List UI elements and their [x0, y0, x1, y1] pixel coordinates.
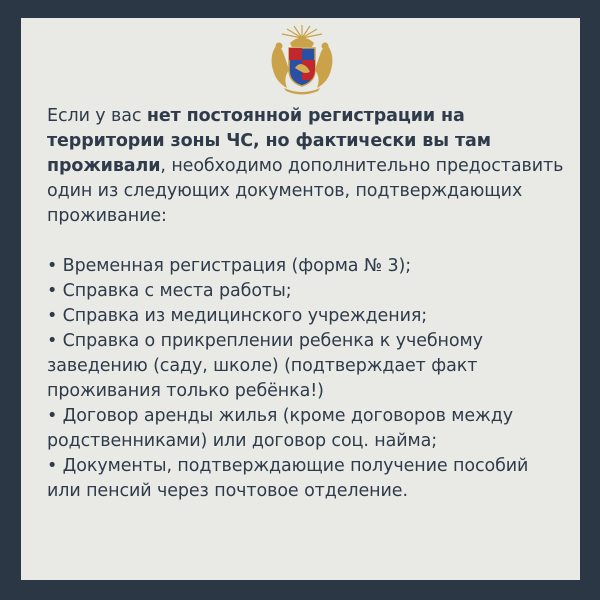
intro-suffix: , необходимо дополнительно предоставить один из следующих документов, подтверждающих проживание: — [47, 156, 564, 226]
document-text — [47, 104, 567, 504]
list-item: • Договор аренды жилья (кроме договоров между родственниками) или договор соц. найма; — [47, 406, 513, 451]
list-item: • Справка о прикреплении ребенка к учебному заведению (саду, школе) (подтверждает факт проживания только ребёнка!) — [47, 331, 483, 401]
list-item: • Временная регистрация (форма № 3); — [47, 256, 412, 276]
coat-of-arms-emblem-icon — [268, 24, 336, 98]
info-card — [21, 18, 580, 580]
list-item: • Справка из медицинского учреждения; — [47, 306, 428, 326]
list-item: • Документы, подтверждающие получение пособий или пенсий через почтовое отделение. — [47, 456, 529, 501]
intro-prefix: Если у вас — [47, 106, 147, 126]
list-item: • Справка с места работы; — [47, 281, 292, 301]
intro-bold: нет постоянной регистрации на территории зоны ЧС, но фактически вы там проживали — [47, 106, 491, 176]
intro-paragraph — [47, 104, 567, 229]
